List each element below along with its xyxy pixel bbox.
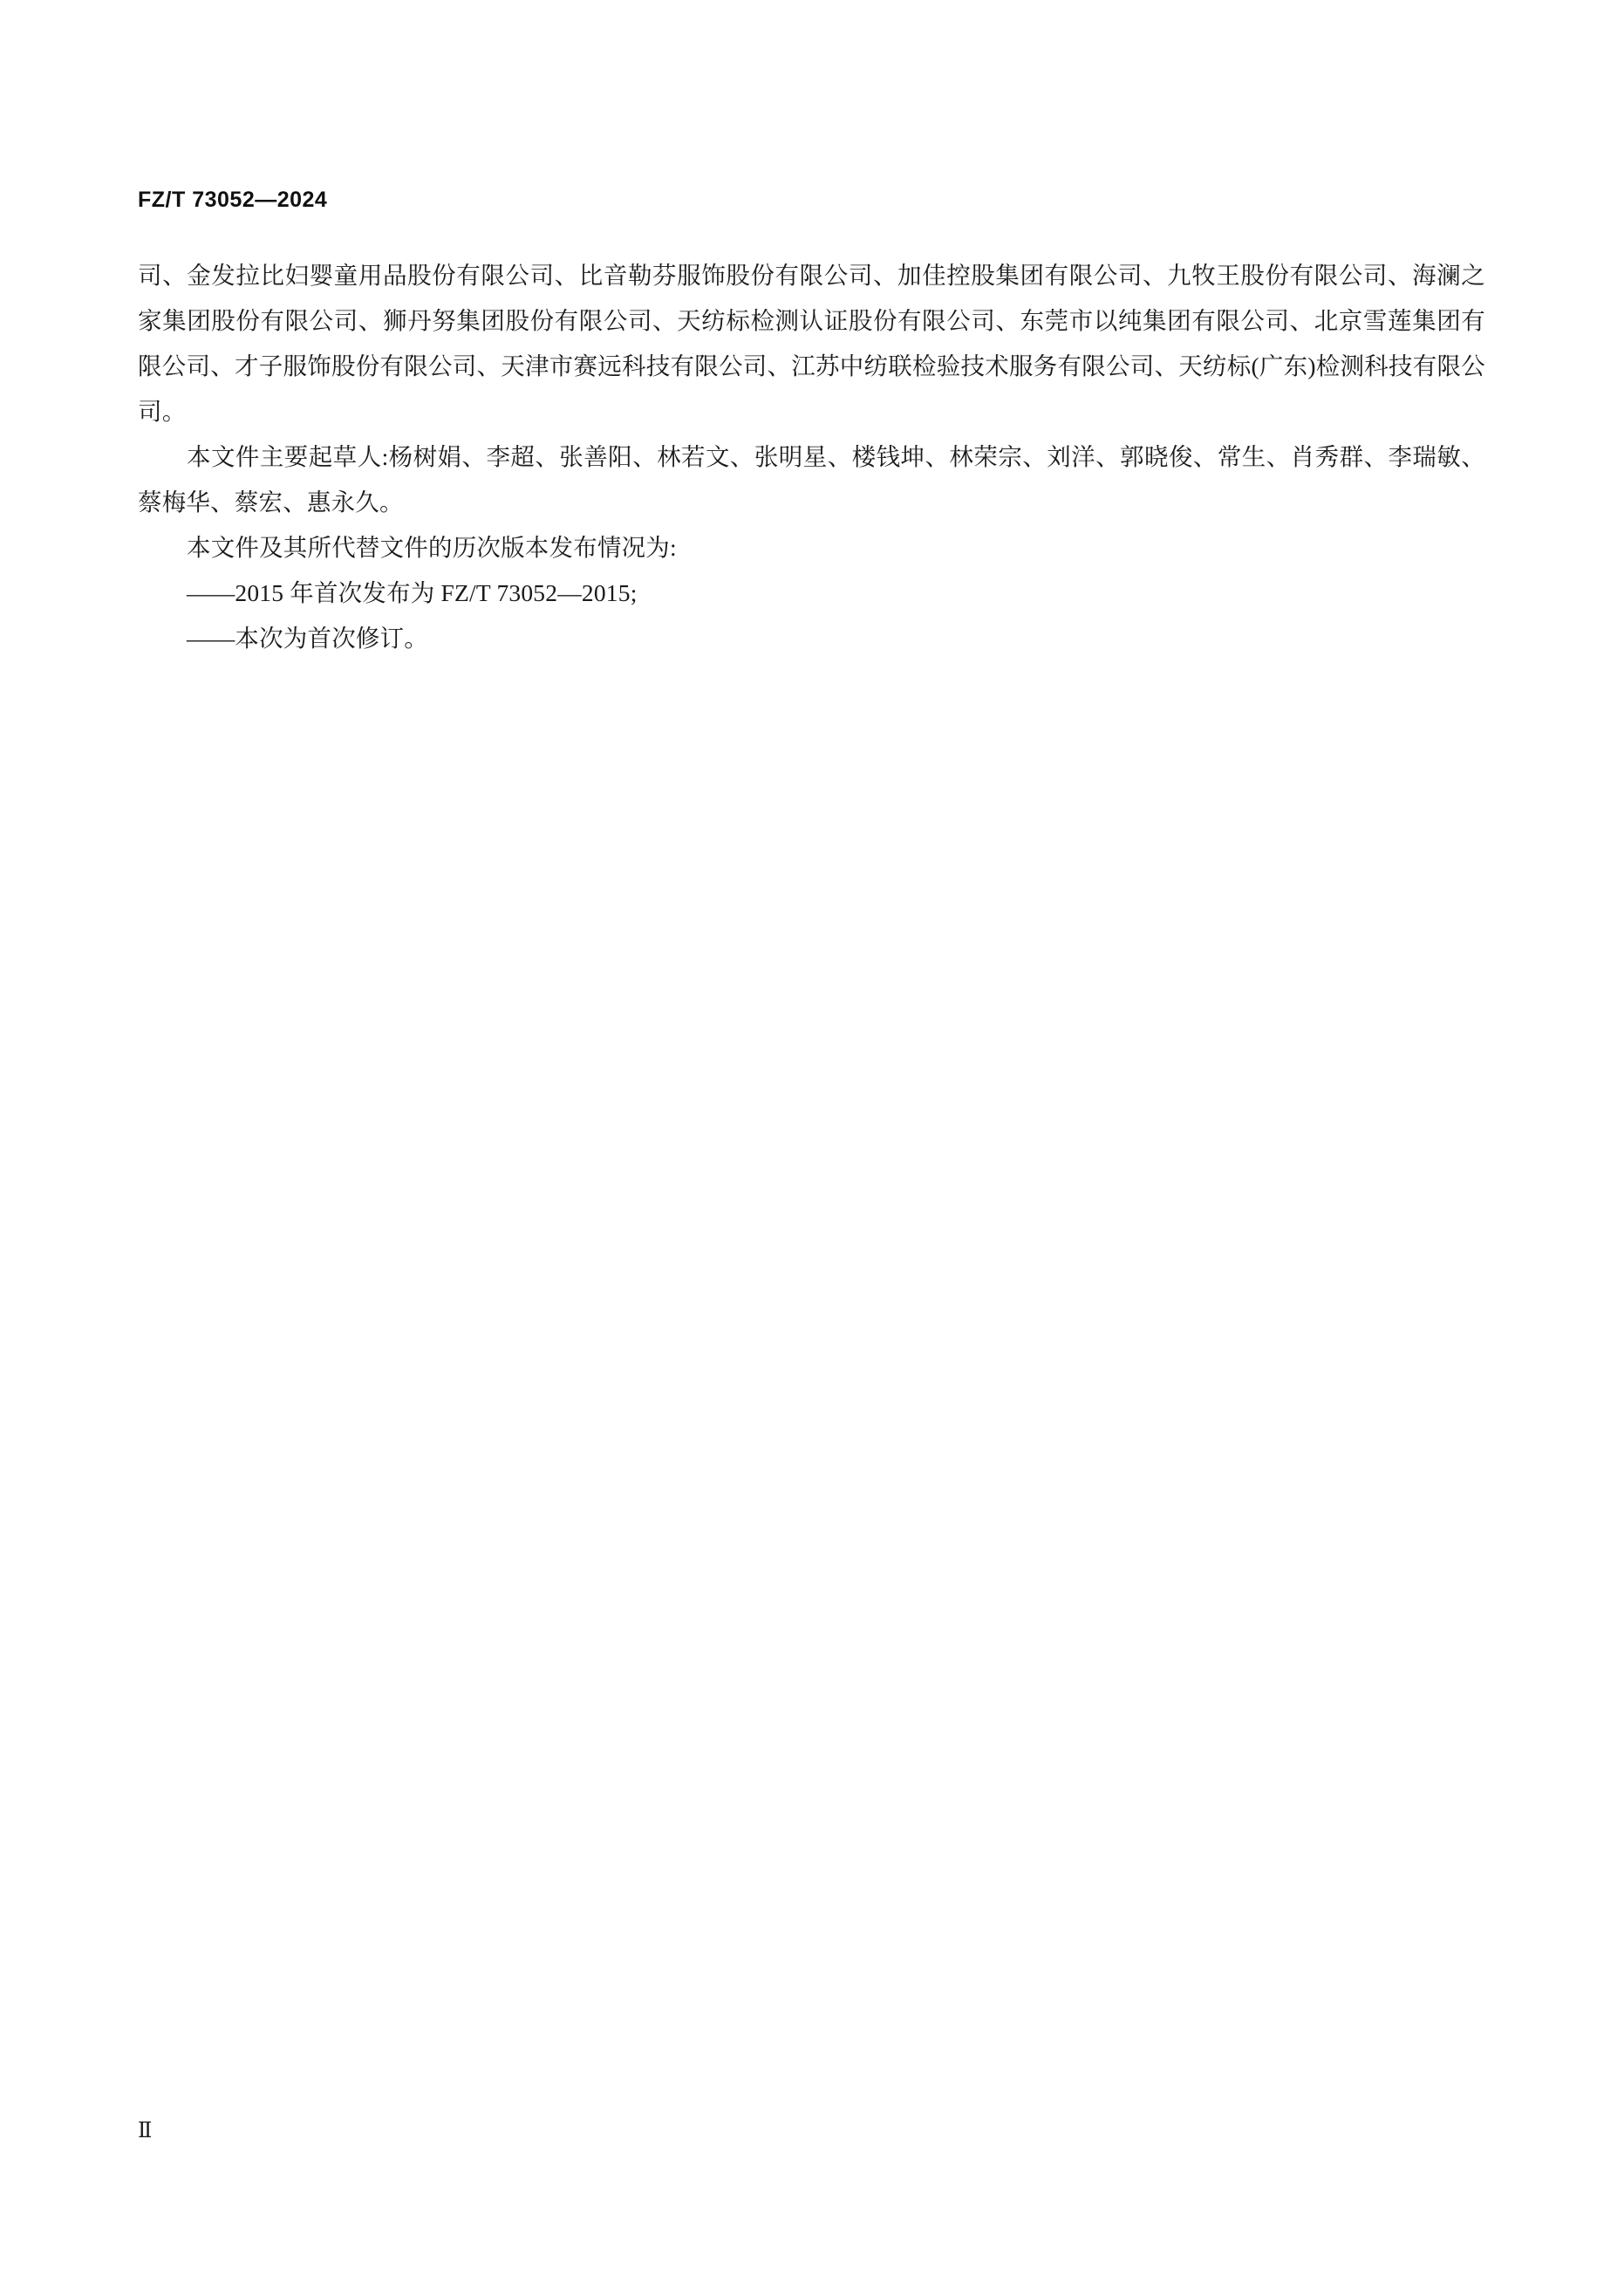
page-number: Ⅱ xyxy=(138,2120,153,2142)
page-header-standard-code: FZ/T 73052—2024 xyxy=(138,188,328,212)
paragraph-main-drafters: 本文件主要起草人:杨树娟、李超、张善阳、林若文、张明星、楼钱坤、林荣宗、刘洋、郭晓俊、常生、肖秀群、李瑞敏、蔡梅华、蔡宏、惠永久。 xyxy=(138,443,1485,516)
paragraph-drafting-units-continued: 司、金发拉比妇婴童用品股份有限公司、比音勒芬服饰股份有限公司、加佳控股集团有限公司、九牧王股份有限公司、海澜之家集团股份有限公司、狮丹努集团股份有限公司、天纺标检测认证股份有限公司、东莞市以纯集团有限公司、北京雪莲集团有限公司、才子服饰股份有限公司、天津市赛远科技有限公司、江苏中纺联检验技术服务有限公司、天纺标(广东)检测科技有限公司。 xyxy=(138,262,1485,425)
paragraph-version-history-item-1: ——2015 年首次发布为 FZ/T 73052—2015; xyxy=(187,579,638,606)
document-body xyxy=(138,253,1485,661)
paragraph-version-history-intro: 本文件及其所代替文件的历次版本发布情况为: xyxy=(187,534,677,561)
paragraph-version-history-item-2: ——本次为首次修订。 xyxy=(187,625,428,652)
